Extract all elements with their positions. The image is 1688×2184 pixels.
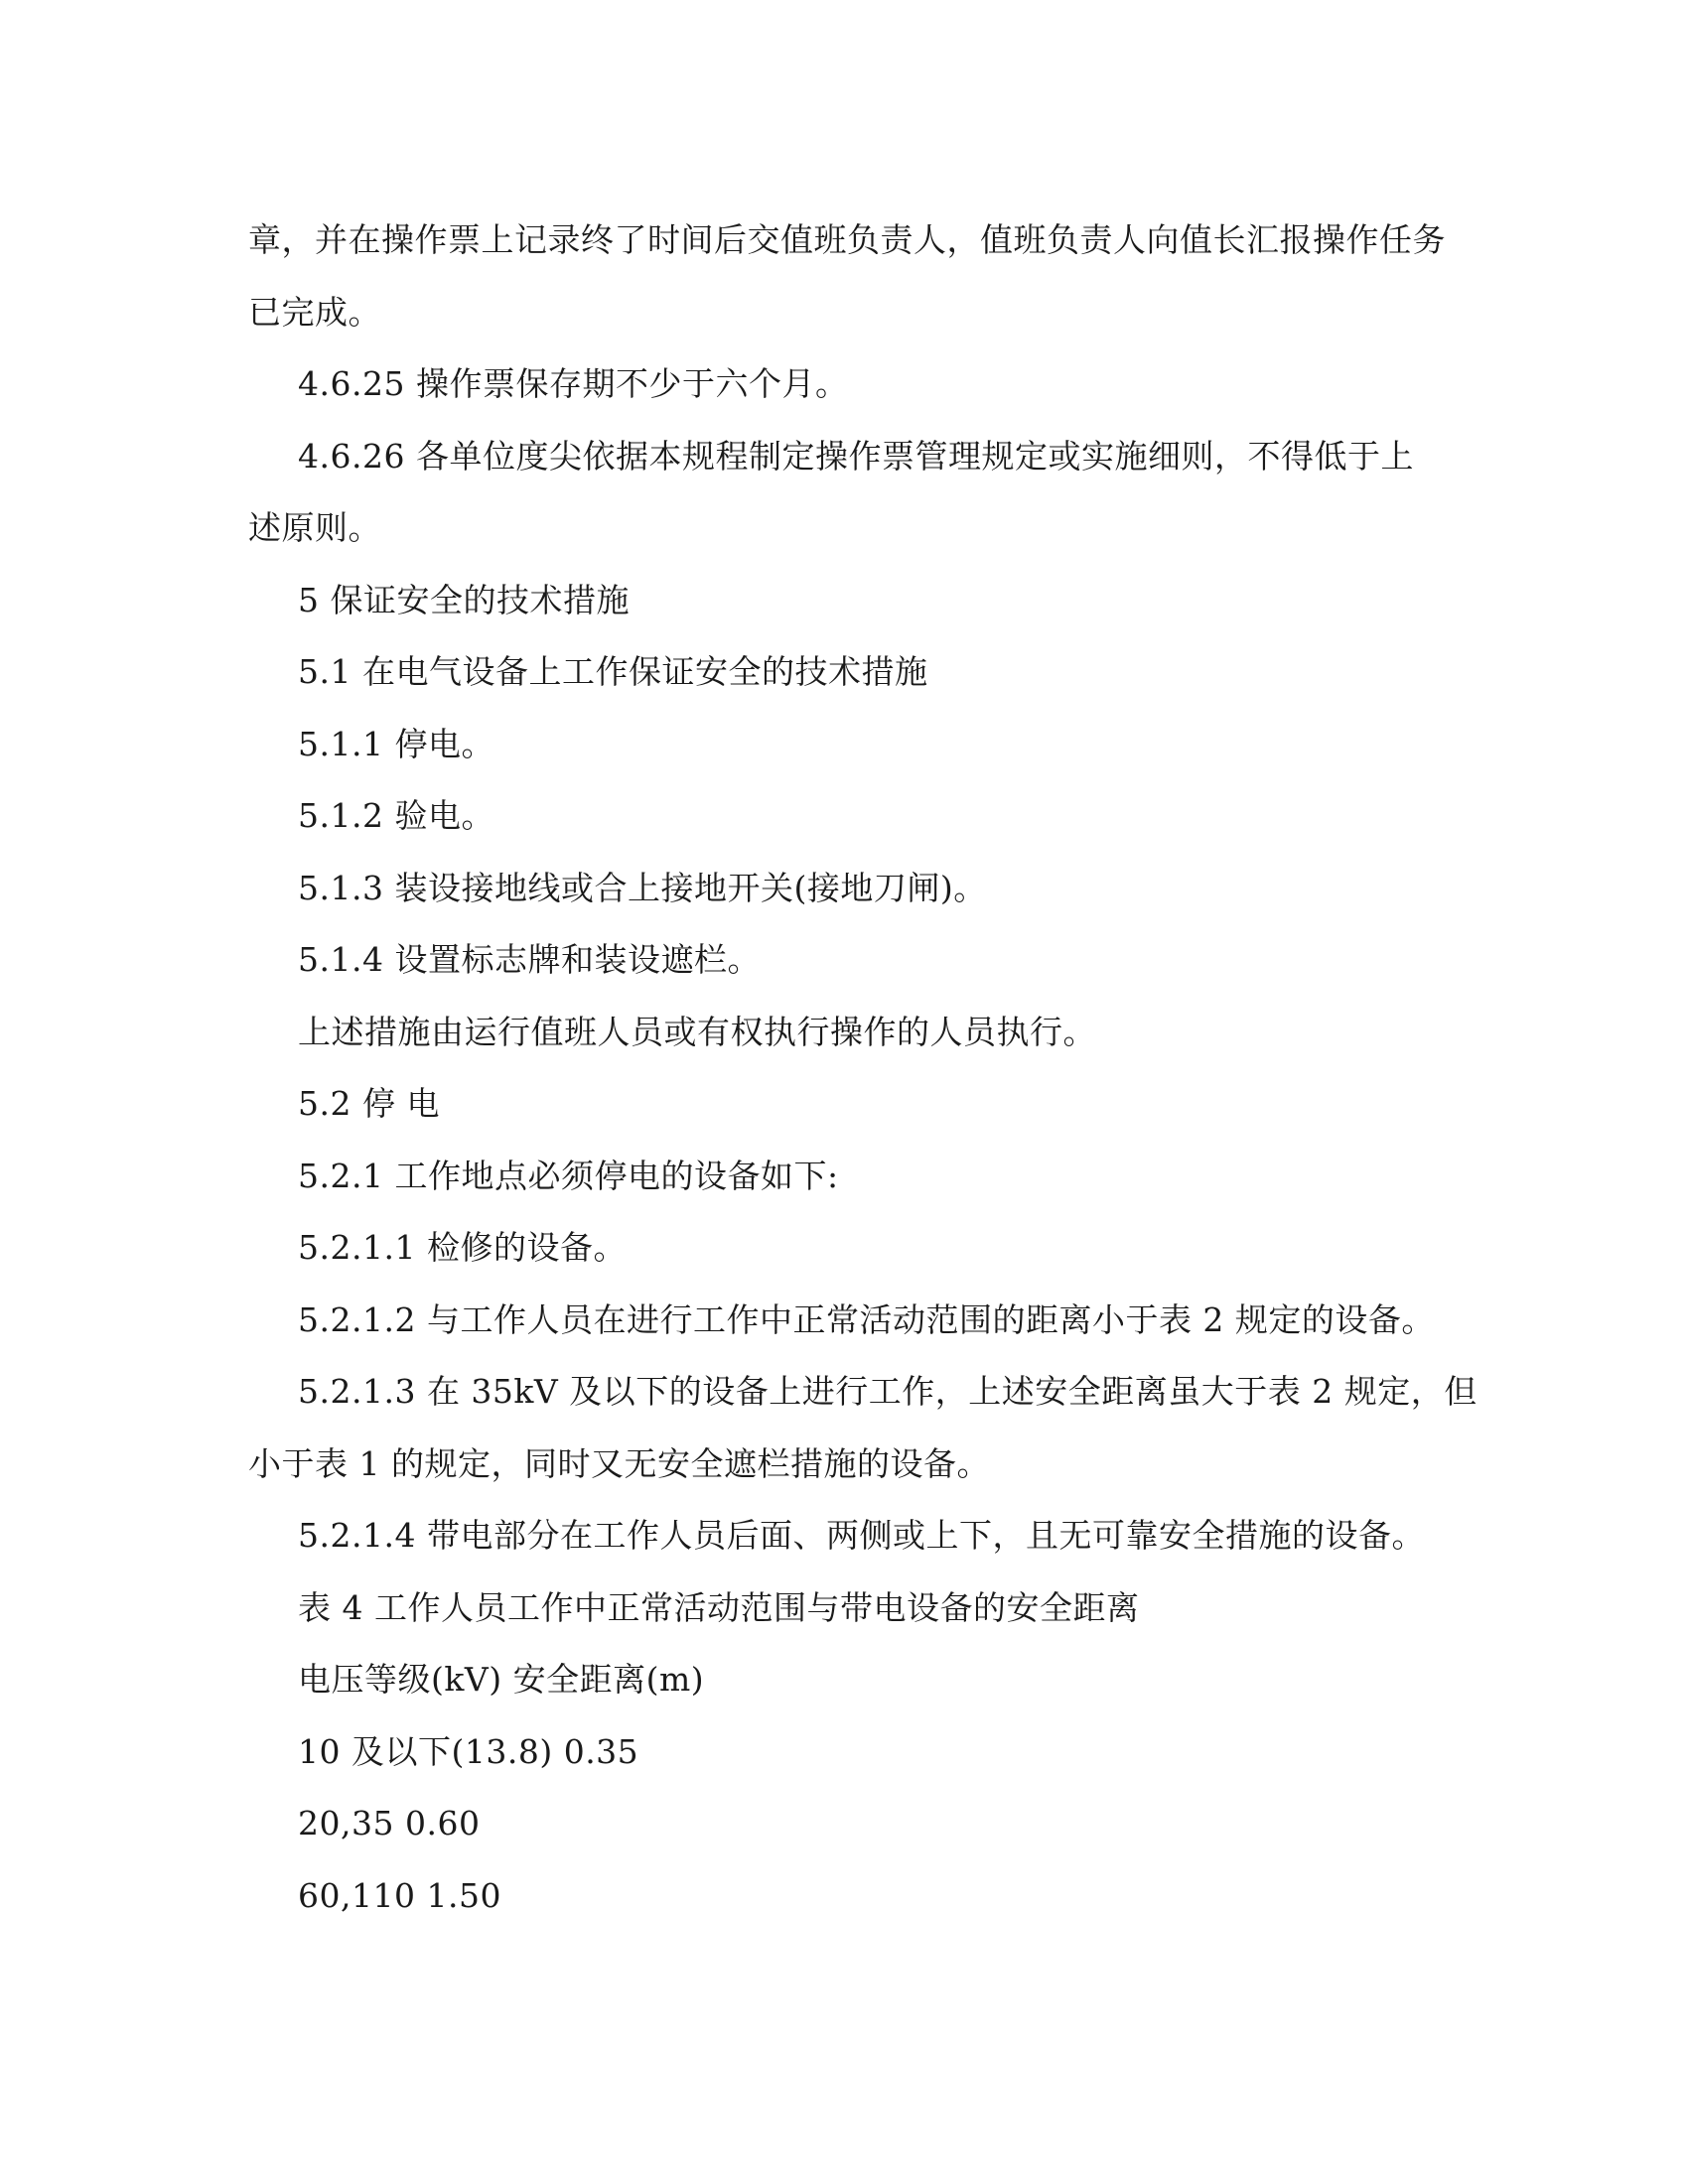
paragraph-line: 述原则。 bbox=[248, 508, 381, 547]
section-5-2-1-2: 5.2.1.2 与工作人员在进行工作中正常活动范围的距离小于表 2 规定的设备。 bbox=[298, 1299, 1435, 1339]
table-row: 60,110 1.50 bbox=[298, 1875, 501, 1915]
table-caption: 表 4 工作人员工作中正常活动范围与带电设备的安全距离 bbox=[298, 1587, 1140, 1627]
paragraph-line: 已完成。 bbox=[248, 292, 381, 332]
section-5-2-1-4: 5.2.1.4 带电部分在工作人员后面、两侧或上下，且无可靠安全措施的设备。 bbox=[298, 1516, 1425, 1555]
heading-section-5-1: 5.1 在电气设备上工作保证安全的技术措施 bbox=[298, 652, 928, 691]
section-5-2-1-3: 5.2.1.3 在 35kV 及以下的设备上进行工作，上述安全距离虽大于表 2 规定，但 bbox=[298, 1372, 1477, 1411]
table-header-row: 电压等级(kV) 安全距离(m) bbox=[298, 1660, 705, 1699]
heading-section-5: 5 保证安全的技术措施 bbox=[298, 580, 630, 619]
heading-section-5-2: 5.2 停 电 bbox=[298, 1084, 440, 1123]
section-5-1-2: 5.1.2 验电。 bbox=[298, 796, 494, 835]
section-5-2-1-1: 5.2.1.1 检修的设备。 bbox=[298, 1228, 627, 1267]
section-5-1-3: 5.1.3 装设接地线或合上接地开关(接地刀闸)。 bbox=[298, 868, 987, 907]
section-5-1-4: 5.1.4 设置标志牌和装设遮栏。 bbox=[298, 940, 761, 979]
table-row: 20,35 0.60 bbox=[298, 1804, 481, 1843]
paragraph-line: 章，并在操作票上记录终了时间后交值班负责人，值班负责人向值长汇报操作任务 bbox=[248, 220, 1446, 259]
table-row: 10 及以下(13.8) 0.35 bbox=[298, 1731, 639, 1771]
section-4-6-26: 4.6.26 各单位度尖依据本规程制定操作票管理规定或实施细则，不得低于上 bbox=[298, 436, 1414, 476]
section-5-2-1: 5.2.1 工作地点必须停电的设备如下: bbox=[298, 1156, 839, 1195]
section-5-1-1: 5.1.1 停电。 bbox=[298, 724, 494, 763]
paragraph-line: 上述措施由运行值班人员或有权执行操作的人员执行。 bbox=[298, 1012, 1096, 1051]
paragraph-line: 小于表 1 的规定，同时又无安全遮栏措施的设备。 bbox=[248, 1443, 990, 1483]
section-4-6-25: 4.6.25 操作票保存期不少于六个月。 bbox=[298, 364, 849, 403]
document-page bbox=[248, 220, 1477, 1948]
